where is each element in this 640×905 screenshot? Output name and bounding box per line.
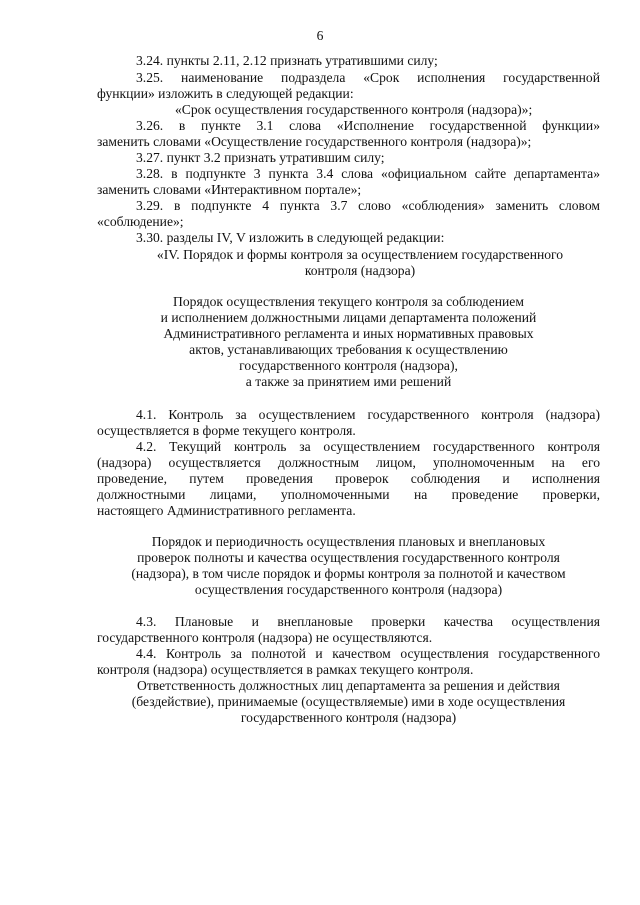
paragraph-4-2-line-1: 4.2. Текущий контроль за осуществлением государственного контроля bbox=[136, 439, 600, 454]
subsection-heading-line: Порядок осуществления текущего контроля за соблюдением bbox=[173, 294, 524, 309]
paragraph-4-1-line-1: 4.1. Контроль за осуществлением государственного контроля (надзора) bbox=[136, 407, 600, 422]
subsection-heading-line: государственного контроля (надзора) bbox=[240, 710, 457, 725]
item-3-24: 3.24. пункты 2.11, 2.12 признать утратившими силу; bbox=[136, 53, 438, 68]
item-3-29-line-1: 3.29. в подпункте 4 пункта 3.7 слово «соблюдения» заменить словом bbox=[136, 198, 600, 213]
subsection-heading-line: проверок полноты и качества осуществления государственного контроля bbox=[137, 550, 560, 565]
paragraph-4-4-line-2: контроля (надзора) осуществляется в рамках текущего контроля. bbox=[97, 662, 474, 677]
item-3-25-line-1: 3.25. наименование подраздела «Срок исполнения государственной bbox=[136, 70, 600, 85]
item-3-30: 3.30. разделы IV, V изложить в следующей редакции: bbox=[136, 230, 445, 245]
item-3-29-line-2: «соблюдение»; bbox=[97, 214, 184, 229]
paragraph-4-1-line-2: осуществляется в форме текущего контроля. bbox=[97, 423, 356, 438]
section-iv-title-line-2: контроля (надзора) bbox=[304, 263, 416, 278]
section-iv-title-line-1: «IV. Порядок и формы контроля за осуществлением государственного bbox=[156, 247, 564, 262]
subsection-heading-line: осуществления государственного контроля (надзора) bbox=[194, 582, 503, 597]
paragraph-4-3-line-1: 4.3. Плановые и внеплановые проверки качества осуществления bbox=[136, 614, 600, 629]
subsection-heading-line: а также за принятием ими решений bbox=[245, 374, 452, 389]
item-3-27: 3.27. пункт 3.2 признать утратившим силу; bbox=[136, 150, 385, 165]
subsection-heading-line: (надзора), в том числе порядок и формы контроля за полнотой и качеством bbox=[131, 566, 566, 581]
subsection-heading-line: актов, устанавливающих требования к осуществлению bbox=[189, 342, 508, 357]
subsection-heading-line: Порядок и периодичность осуществления плановых и внеплановых bbox=[151, 534, 546, 549]
item-3-26-line-1: 3.26. в пункте 3.1 слова «Исполнение государственной функции» bbox=[136, 118, 600, 133]
subsection-heading-line: (бездействие), принимаемые (осуществляемые) ими в ходе осуществления bbox=[131, 694, 566, 709]
paragraph-4-2-line-5: настоящего Административного регламента. bbox=[97, 503, 356, 518]
page-number: 6 bbox=[316, 28, 324, 43]
item-3-25-line-2: функции» изложить в следующей редакции: bbox=[97, 86, 354, 101]
item-3-25-line-3: «Срок осуществления государственного контроля (надзора)»; bbox=[175, 102, 533, 117]
item-3-28-line-2: заменить словами «Интерактивном портале»; bbox=[97, 182, 362, 197]
subsection-heading-line: Административного регламента и иных нормативных правовых bbox=[163, 326, 534, 341]
paragraph-4-2-line-2: (надзора) осуществляется должностным лицом, уполномоченным на его bbox=[97, 455, 600, 470]
paragraph-4-4-line-1: 4.4. Контроль за полнотой и качеством осуществления государственного bbox=[136, 646, 600, 661]
subsection-heading-line: государственного контроля (надзора), bbox=[239, 358, 458, 373]
item-3-26-line-2: заменить словами «Осуществление государственного контроля (надзора)»; bbox=[97, 134, 532, 149]
paragraph-4-2-line-4: должностными лицами, уполномоченными на проведение проверки, bbox=[97, 487, 600, 502]
subsection-heading-line: и исполнением должностными лицами департамента положений bbox=[160, 310, 537, 325]
paragraph-4-2-line-3: проведение, путем проведения проверок соблюдения и исполнения bbox=[97, 471, 600, 486]
paragraph-4-3-line-2: государственного контроля (надзора) не осуществляются. bbox=[97, 630, 433, 645]
item-3-28-line-1: 3.28. в подпункте 3 пункта 3.4 слова «официальном сайте департамента» bbox=[136, 166, 600, 181]
subsection-heading-line: Ответственность должностных лиц департамента за решения и действия bbox=[137, 678, 560, 693]
